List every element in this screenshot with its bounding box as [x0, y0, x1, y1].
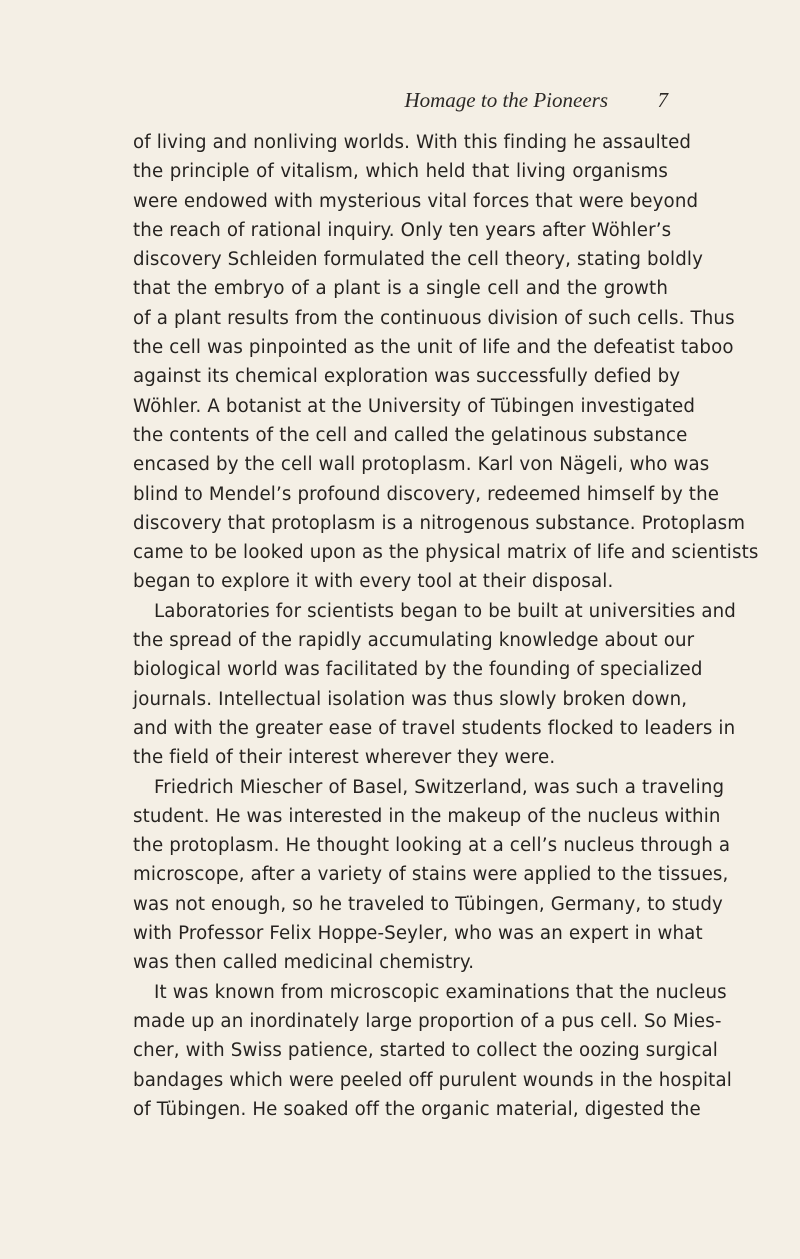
text-line: that the embryo of a plant is a single cell and the growth [133, 278, 668, 300]
page-header [128, 88, 668, 120]
text-line: and with the greater ease of travel students flocked to leaders in [133, 717, 736, 739]
text-line: the cell was pinpointed as the unit of life and the defeatist taboo [133, 337, 734, 359]
text-line: the spread of the rapidly accumulating knowledge about our [133, 630, 695, 652]
text-line: microscope, after a variety of stains were applied to the tissues, [133, 864, 729, 886]
running-title: Homage to the Pioneers [404, 88, 608, 112]
text-line: cher, with Swiss patience, started to collect the oozing surgical [133, 1040, 718, 1062]
text-line: blind to Mendel’s profound discovery, redeemed himself by the [133, 483, 720, 505]
text-line: the contents of the cell and called the gelatinous substance [133, 424, 688, 446]
text-line: was then called medicinal chemistry. [133, 952, 475, 974]
text-line: student. He was interested in the makeup of the nucleus within [133, 805, 721, 827]
body-text [133, 128, 759, 1124]
text-line: Laboratories for scientists began to be built at universities and [154, 600, 736, 622]
page-number: 7 [657, 88, 668, 112]
text-line: biological world was facilitated by the founding of specialized [133, 659, 703, 681]
text-line: of Tübingen. He soaked off the organic material, digested the [133, 1098, 701, 1120]
text-line: the principle of vitalism, which held that living organisms [133, 161, 668, 183]
text-line: Friedrich Miescher of Basel, Switzerland, was such a traveling [154, 776, 725, 798]
text-line: of living and nonliving worlds. With this finding he assaulted [133, 132, 692, 153]
text-line: the field of their interest wherever they were. [133, 747, 556, 769]
text-line: made up an inordinately large proportion of a pus cell. So Mies- [133, 1010, 722, 1032]
text-line: began to explore it with every tool at their disposal. [133, 571, 614, 593]
text-line: Wöhler. A botanist at the University of Tübingen investigated [133, 395, 696, 417]
text-line: against its chemical exploration was successfully defied by [133, 366, 681, 388]
text-line: It was known from microscopic examinations that the nucleus [154, 981, 727, 1003]
text-line: with Professor Felix Hoppe-Seyler, who was an expert in what [133, 923, 703, 945]
text-line: discovery Schleiden formulated the cell theory, stating boldly [133, 249, 704, 271]
text-line: bandages which were peeled off purulent wounds in the hospital [133, 1069, 732, 1091]
text-line: encased by the cell wall protoplasm. Karl von Nägeli, who was [133, 454, 710, 476]
text-line: came to be looked upon as the physical matrix of life and scientists [133, 542, 759, 564]
text-line: were endowed with mysterious vital forces that were beyond [133, 190, 699, 212]
text-line: the protoplasm. He thought looking at a cell’s nucleus through a [133, 835, 731, 857]
text-line: the reach of rational inquiry. Only ten years after Wöhler’s [133, 219, 672, 241]
text-line: of a plant results from the continuous division of such cells. Thus [133, 307, 735, 329]
text-line: discovery that protoplasm is a nitrogenous substance. Protoplasm [133, 512, 746, 534]
text-line: journals. Intellectual isolation was thus slowly broken down, [133, 688, 688, 710]
text-line: was not enough, so he traveled to Tübingen, Germany, to study [133, 893, 723, 915]
